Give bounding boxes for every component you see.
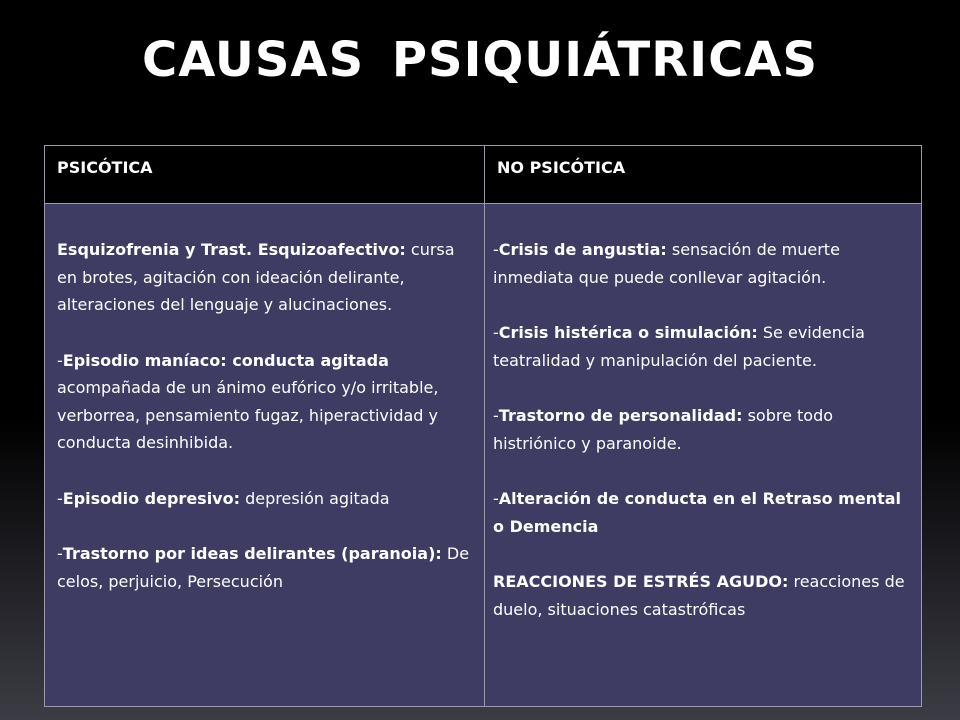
item-prefix: - (493, 240, 499, 259)
header-no-psicotica: NO PSICÓTICA (497, 158, 626, 177)
item-bold-text: REACCIONES DE ESTRÉS AGUDO: (493, 572, 789, 591)
item-text: sobre todo histriónico y paranoide. (493, 406, 834, 453)
list-item (493, 402, 915, 457)
list-item (57, 485, 478, 513)
item-bold-text: Crisis de angustia: (498, 240, 667, 259)
list-item (493, 236, 915, 291)
item-text: cursa en brotes, agitación con ideación delirante, alteraciones del lenguaje y alucinaciones. (57, 240, 455, 314)
list-item (493, 485, 915, 540)
list-item (57, 347, 478, 457)
item-prefix: - (57, 488, 63, 508)
psicotica-column (45, 204, 485, 706)
item-text: depresión agitada (240, 488, 390, 508)
item-bold-text: Trastorno de personalidad: (498, 406, 743, 425)
item-bold-text: Esquizofrenia y Trast. Esquizoafectivo: (57, 240, 406, 259)
item-prefix: - (57, 350, 63, 370)
list-item (493, 319, 915, 374)
no-psicotica-column (485, 204, 921, 706)
list-item (57, 540, 478, 595)
table-header-row (45, 146, 921, 204)
item-bold-text: Crisis histérica o simulación: (498, 323, 758, 342)
item-text: Se evidencia teatralidad y manipulación del paciente. (493, 323, 865, 370)
item-prefix: - (493, 489, 499, 508)
item-bold-text: Trastorno por ideas delirantes (paranoia): (62, 544, 442, 563)
list-item (493, 568, 915, 623)
item-text: sensación de muerte inmediata que puede conllevar agitación. (493, 240, 840, 287)
item-bold-text: Episodio maníaco: conducta agitada (62, 350, 389, 370)
item-text: De celos, perjuicio, Persecución (57, 544, 470, 591)
header-psicotica: PSICÓTICA (45, 146, 485, 203)
item-prefix: - (493, 323, 499, 342)
list-item (57, 236, 478, 319)
item-text: acompañada de un ánimo eufórico y/o irritable, verborrea, pensamiento fugaz, hiperactividad y conducta desinhibida. (57, 378, 439, 452)
item-bold-text: Episodio depresivo: (62, 488, 240, 508)
item-text: reacciones de duelo, situaciones catastróficas (493, 572, 905, 619)
slide-title: CAUSAS PSIQUIÁTRICAS (141, 32, 819, 88)
causes-table (44, 145, 922, 707)
item-prefix: - (493, 406, 499, 425)
item-bold-text: Alteración de conducta en el Retraso mental o Demencia (493, 489, 901, 536)
item-prefix: - (57, 544, 63, 563)
